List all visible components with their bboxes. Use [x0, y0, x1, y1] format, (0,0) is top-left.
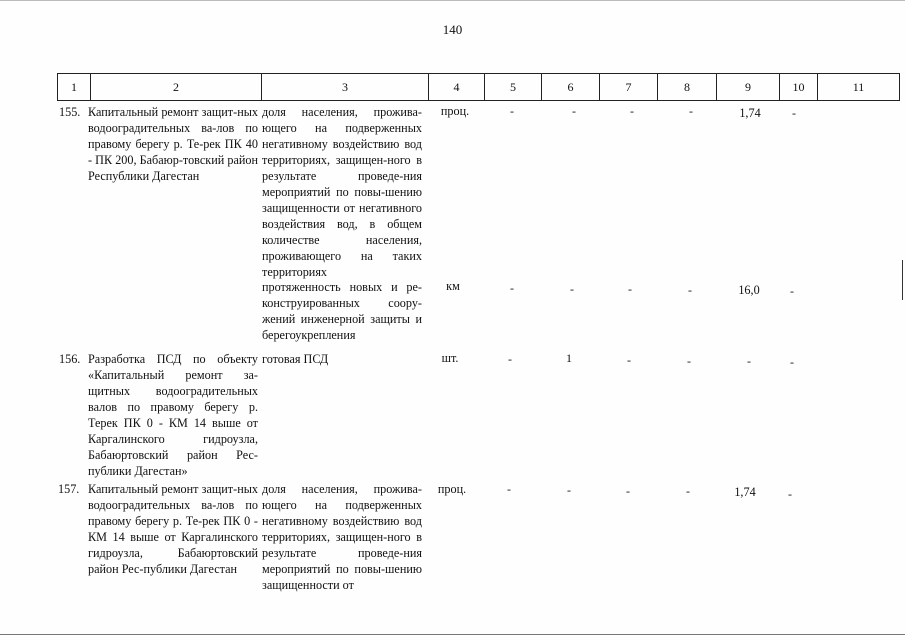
- value-c7: -: [626, 484, 630, 498]
- value-c5: -: [508, 352, 512, 366]
- value-c8: -: [687, 354, 691, 368]
- unit-value: км: [446, 279, 460, 293]
- value-c8: -: [686, 484, 690, 498]
- scan-edge-bottom: [0, 634, 905, 635]
- value-c7: -: [627, 353, 631, 367]
- value-c10: -: [790, 355, 794, 369]
- unit-value: шт.: [441, 351, 459, 365]
- measure-name: Капитальный ремонт защит-ных водооградительных ва-лов по правому берегу р. Те-рек ПК 0 - КМ 14 выше от Каргалинского гидроузла, Бабаюртовский район Рес-публики Дагестан: [88, 482, 258, 576]
- indicator-text: протяженность новых и ре-конструированных соору-жений инженерной защиты и берегоукрепления: [262, 280, 422, 342]
- header-cell-2: 2: [91, 74, 262, 100]
- indicator-text: доля населения, прожива-ющего на подверженных негативному воздействию вод территориях, защищен-ного в результате проведе-ния мероприятий по повы-шению защищенности от негативного воздействия вод, в общем количестве населения, проживающего на таких территориях: [262, 105, 422, 279]
- value-c8: -: [688, 283, 692, 297]
- value-c7: -: [630, 104, 634, 118]
- page-number: 140: [442, 22, 463, 37]
- header-cell-3: 3: [262, 74, 429, 100]
- value-c6: -: [572, 104, 576, 118]
- value-c6: 1: [566, 351, 572, 365]
- row-number: 156.: [59, 352, 81, 366]
- value-c6: -: [570, 282, 574, 296]
- header-cell-11: 11: [852, 80, 865, 94]
- value-c10: -: [790, 284, 794, 298]
- header-cell-8: 8: [658, 74, 717, 100]
- row-number: 157.: [58, 482, 80, 496]
- value-c7: -: [628, 282, 632, 296]
- scan-edge-right: [902, 260, 903, 300]
- indicator-text: доля населения, прожива-ющего на подверженных негативному воздействию вод территориях, защищен-ного в результате проведе-ния мероприятий по повы-шению защищенности от: [262, 482, 422, 592]
- value-c10: -: [792, 106, 796, 120]
- value-c9: 1,74: [739, 106, 761, 120]
- value-c6: -: [567, 483, 571, 497]
- indicator-text: готовая ПСД: [262, 352, 329, 366]
- value-c8: -: [689, 104, 693, 118]
- value-c9: 1,74: [734, 485, 756, 499]
- scan-edge-top: [0, 0, 905, 1]
- value-c10: -: [788, 487, 792, 501]
- value-c5: -: [510, 104, 514, 118]
- header-cell-4: 4: [429, 74, 485, 100]
- measure-name: Разработка ПСД по объекту «Капитальный ремонт за-щитных водооградительных валов по правому берегу р. Терек ПК 0 - КМ 14 выше от Каргалинского гидроузла, Бабаюртовский район Рес-публики Дагестан»: [88, 352, 258, 478]
- unit-value: проц.: [437, 482, 467, 496]
- value-c5: -: [510, 281, 514, 295]
- value-c9: 16,0: [738, 283, 760, 297]
- unit-value: проц.: [440, 104, 470, 118]
- header-cell-6: 6: [542, 74, 600, 100]
- header-cell-7: 7: [600, 74, 658, 100]
- measure-name: Капитальный ремонт защит-ных водооградительных ва-лов по правому берегу р. Те-рек ПК 40 - ПК 200, Бабаюр-товский район Республики Дагестан: [88, 105, 258, 183]
- value-c9: -: [747, 354, 751, 368]
- header-cell-1: 1: [58, 74, 91, 100]
- value-c5: -: [507, 482, 511, 496]
- row-number: 155.: [59, 105, 81, 119]
- header-cell-10: 10: [780, 74, 818, 100]
- table-header: [57, 73, 900, 101]
- header-cell-5: 5: [485, 74, 542, 100]
- header-cell-9: 9: [717, 74, 780, 100]
